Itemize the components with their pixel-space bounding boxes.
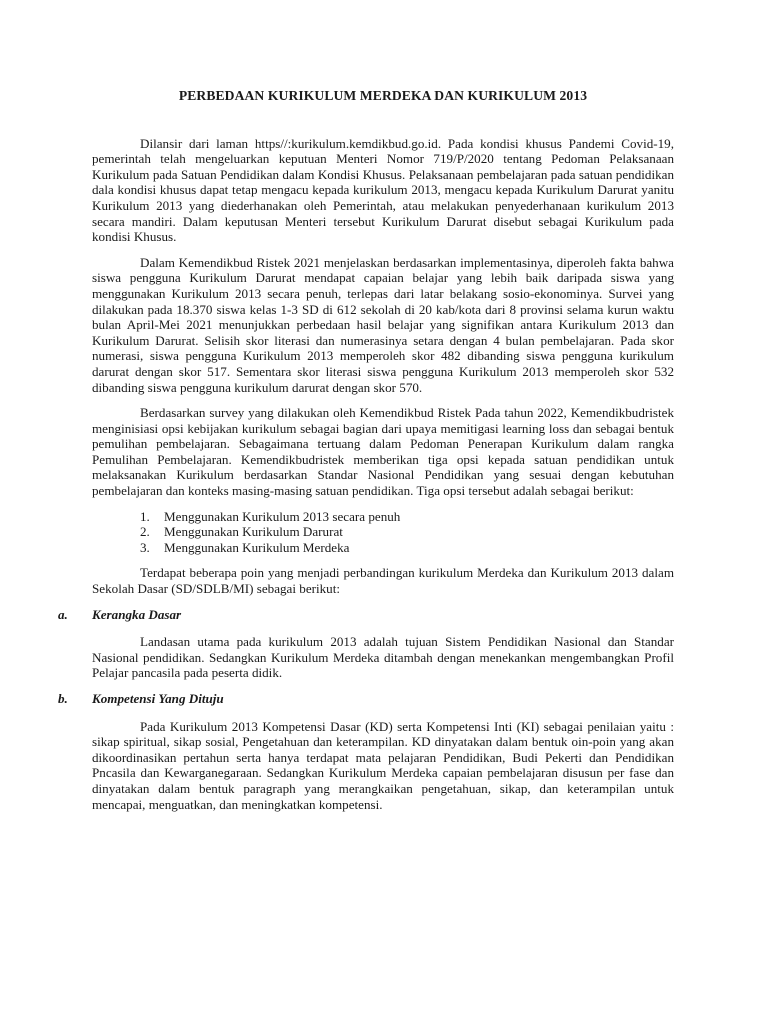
- section-title: Kerangka Dasar: [92, 606, 182, 622]
- list-item: [140, 540, 674, 556]
- section-title: Kompetensi Yang Dituju: [92, 691, 224, 706]
- list-item-text: Menggunakan Kurikulum 2013 secara penuh: [164, 508, 401, 524]
- list-item-number: 2.: [140, 524, 150, 540]
- section-letter: b.: [58, 691, 68, 706]
- list-item: [140, 509, 674, 525]
- document-page: [58, 88, 674, 822]
- list-item-text: Menggunakan Kurikulum Merdeka: [164, 539, 350, 555]
- document-title: PERBEDAAN KURIKULUM MERDEKA DAN KURIKULUM 2013: [178, 88, 588, 103]
- paragraph-kompetensi: Pada Kurikulum 2013 Kompetensi Dasar (KD) serta Kompetensi Inti (KI) sebagai penilaian yaitu : sikap spiritual, sikap sosial, Pengetahuan dan keterampilan. KD dinyatakan dalam bentuk oin-poin yang akan dikoordinasikan pertahun serta hanya terdapat mata pelajaran Pendidikan, Budi Pekerti dan Pendidikan Pncasila dan Kewarganegaraan. Sedangkan Kurikulum Merdeka capaian pembelajaran disusun per fase dan dinyatakan dalam bentuk paragraph yang merangkaikan pengetahuan, sikap, dan keterampilan untuk mencapai, menguatkan, dan meningkatkan kompetensi.: [92, 718, 674, 812]
- paragraph-covid-policy: Dilansir dari laman https//:kurikulum.kemdikbud.go.id. Pada kondisi khusus Pandemi Covid-19, pemerintah telah mengeluarkan keputuan Menteri Nomor 719/P/2020 tentang Pedoman Pelaksanaan Kurikulum pada Satuan Pendidikan dalam Kondisi Khusus. Pelaksanaan pembelajaran pada satuan pendidikan dala kondisi khusus dapat tetap mengacu kepada kurikulum 2013, mengacu kepada Kurikulum Darurat yanitu Kurikulum 2013 yang diederhanakan oleh Pemerintah, atau melakukan penyederhanaan kurikulum 2013 secara mandiri. Dalam keputusan Menteri tersebut Kurikulum Darurat disebut sebagai Kurikulum pada kondisi Khusus.: [92, 135, 674, 245]
- paragraph-comparison-intro: Terdapat beberapa poin yang menjadi perbandingan kurikulum Merdeka dan Kurikulum 2013 dalam Sekolah Dasar (SD/SDLB/MI) sebagai berikut:: [92, 565, 674, 597]
- paragraph-curriculum-options: Berdasarkan survey yang dilakukan oleh Kemendikbud Ristek Pada tahun 2022, Kemendikbudristek menginisiasi opsi kebijakan kurikulum sebagai bagian dari upaya memitigasi learning loss dan sebagai bentuk pemulihan pembelajaran. Sebagaimana tertuang dalam Pedoman Penerapan Kurikulum dalam rangka Pemulihan Pembelajaran. Kemendikbudristek memberikan tiga opsi kepada satuan pendidikan untuk melaksanakan Kurikulum berdasarkan Standar Nasional Pendidikan yang sesuai dengan kebutuhan pembelajaran dan konteks masing-masing satuan pendidikan. Tiga opsi tersebut adalah sebagai berikut:: [92, 405, 674, 499]
- curriculum-options-list: [92, 509, 674, 556]
- list-item: [140, 524, 674, 540]
- section-letter: a.: [58, 606, 68, 622]
- paragraph-survey-results: Dalam Kemendikbud Ristek 2021 menjelaskan berdasarkan implementasinya, diperoleh fakta bahwa siswa pengguna Kurikulum Darurat mendapat capaian belajar yang lebih baik daripada siswa yang menggunakan Kurikulum 2013 secara penuh, terlepas dari latar belakang sosio-ekonominya. Survei yang dilakukan pada 18.370 siswa kelas 1-3 SD di 612 sekolah di 20 kab/kota dari 8 provinsi selama kurun waktu bulan April-Mei 2021 menunjukkan perbedaan hasil belajar yang signifikan antara Kurikulum 2013 dan Kurikulum Darurat. Selisih skor literasi dan numerasinya setara dengan 4 bulan pembelajaran. Pada skor numerasi, siswa pengguna Kurikulum 2013 memperoleh skor 482 dibanding siswa pengguna kurikulum darurat dengan skor 517. Sementara skor literasi siswa pengguna Kurikulum 2013 memperoleh skor 532 dibanding siswa pengguna kurikulum darurat dengan skor 570.: [92, 254, 674, 395]
- list-item-number: 1.: [140, 508, 150, 524]
- list-item-number: 3.: [140, 539, 150, 555]
- section-heading-kerangka-dasar: [58, 607, 674, 623]
- list-item-text: Menggunakan Kurikulum Darurat: [164, 524, 343, 540]
- section-heading-kompetensi: [58, 691, 674, 707]
- paragraph-kerangka-dasar: Landasan utama pada kurikulum 2013 adalah tujuan Sistem Pendidikan Nasional dan Standar Nasional pendidikan. Sedangkan Kurikulum Merdeka ditambah dengan menekankan mengembangkan Profil Pelajar pancasila pada peserta didik.: [92, 634, 674, 681]
